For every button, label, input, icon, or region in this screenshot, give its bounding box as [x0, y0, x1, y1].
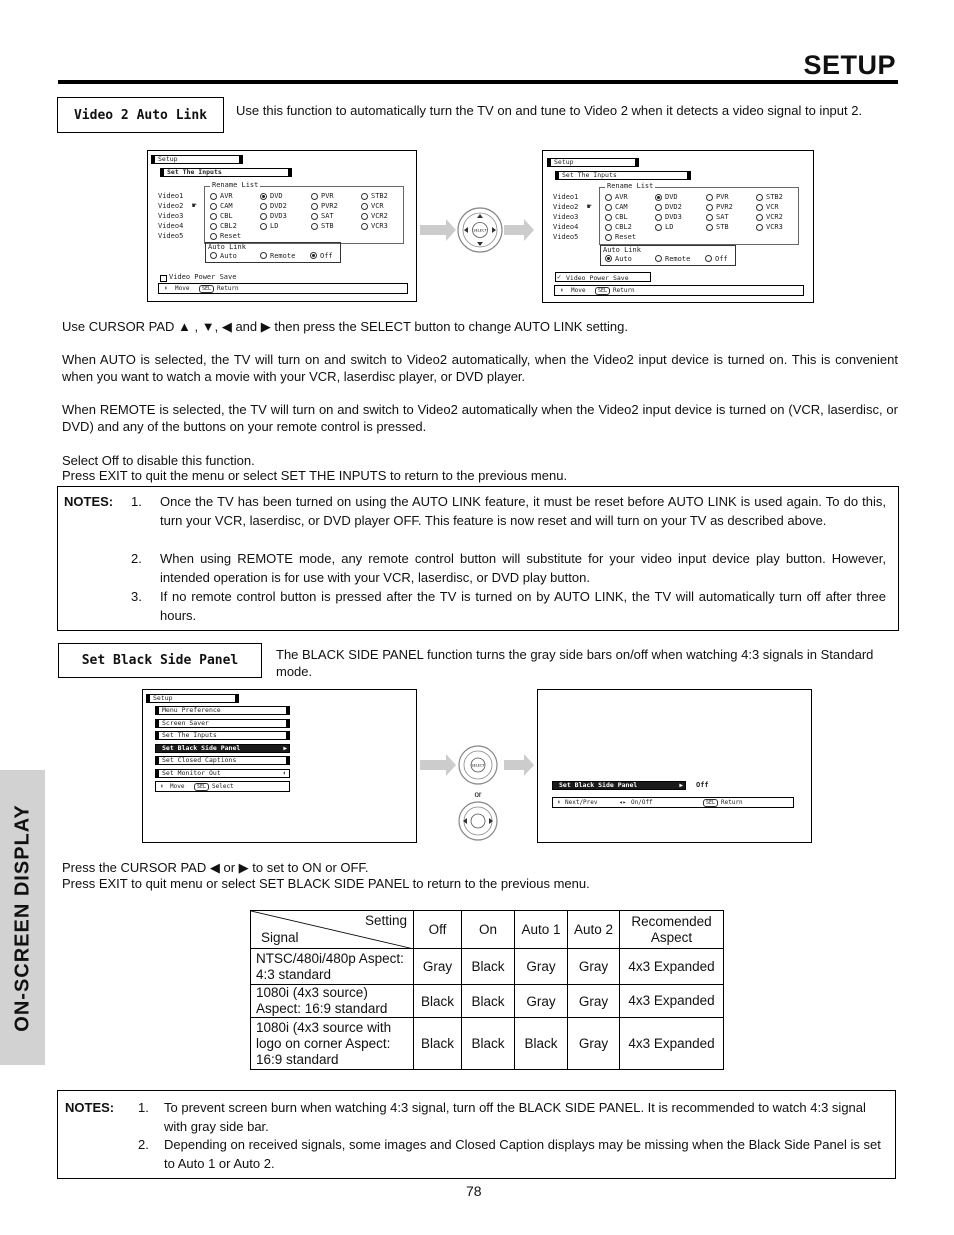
opt-reset-2: Reset	[615, 233, 637, 241]
notes-box	[57, 486, 899, 631]
opt-cam: CAM	[220, 202, 233, 210]
row1-auto1: Gray	[515, 949, 568, 985]
black-panel-instruction-1: Press the CURSOR PAD ◀ or ▶ to set to ON or OFF.	[62, 860, 369, 875]
opt-cbl: CBL	[220, 212, 233, 220]
opt-stb2-2: STB2	[766, 193, 783, 201]
notes2-1-text: To prevent screen burn when watching 4:3 signal, turn off the BLACK SIDE PANEL. It is recommended to watch 4:3 signal with gray side bar.	[164, 1100, 866, 1134]
input-video1-2: Video1	[553, 193, 579, 201]
row2-off: Black	[414, 985, 462, 1018]
header-on: On	[462, 911, 515, 949]
updown-icon-3: ⬍	[160, 783, 164, 790]
opt-vcr3-2: VCR3	[766, 223, 783, 231]
arrow-right-icon	[420, 219, 456, 241]
leftright-icon: ◂▸	[619, 799, 627, 806]
play-right-icon: ▶	[283, 745, 287, 752]
opt-dvd3-2: DVD3	[665, 213, 682, 221]
row2-on: Black	[462, 985, 515, 1018]
osd-next-prev: Next/Prev	[565, 799, 598, 806]
opt-dvd2-2: DVD2	[665, 203, 682, 211]
row3-on: Black	[462, 1018, 515, 1070]
row1-auto2: Gray	[568, 949, 620, 985]
sel-icon-4: SEL	[703, 799, 718, 807]
updown-icon: ⬍	[164, 285, 168, 292]
header-auto2: Auto 2	[568, 911, 620, 949]
input-video1: Video1	[158, 192, 184, 200]
auto-link-off-2: Off	[715, 255, 728, 263]
row3-off: Black	[414, 1018, 462, 1070]
signal-table	[250, 910, 724, 1070]
footer-return: Return	[217, 285, 239, 292]
cursor-pad-diagram	[418, 205, 538, 255]
opt-stb: STB	[321, 222, 334, 230]
black-panel-instruction-2: Press EXIT to quit menu or select SET BLACK SIDE PANEL to return to the previous menu.	[62, 876, 590, 891]
auto-link-off: Off	[320, 252, 333, 260]
sel-icon-3: SEL	[194, 783, 209, 791]
arrow-right-icon-2	[504, 219, 534, 241]
updown-icon-2: ⬍	[560, 287, 564, 294]
opt-sat-2: SAT	[716, 213, 729, 221]
menu-setup-title: Setup	[158, 155, 178, 163]
header-recommended: Recomended Aspect	[620, 911, 724, 949]
opt-vcr: VCR	[371, 202, 384, 210]
side-tab-label: ON-SCREEN DISPLAY	[11, 803, 33, 1032]
opt-stb-2: STB	[716, 223, 729, 231]
sel-icon-2: SEL	[595, 287, 610, 295]
menu-item-closed-captions: Set Closed Captions	[162, 756, 237, 764]
notes-box-2	[57, 1090, 896, 1179]
header-auto1: Auto 1	[515, 911, 568, 949]
video2-auto-link-label: Video 2 Auto Link	[57, 97, 224, 133]
black-side-panel-label: Set Black Side Panel	[58, 643, 262, 678]
page-number: 78	[466, 1183, 482, 1199]
osd-return: Return	[721, 799, 743, 806]
black-panel-description: The BLACK SIDE PANEL function turns the gray side bars on/off when watching 4:3 signals in Standard mode.	[276, 647, 874, 679]
menu-item-black-side-panel: Set Black Side Panel	[162, 744, 241, 752]
opt-pvr2: PVR2	[321, 202, 338, 210]
opt-vcr3: VCR3	[371, 222, 388, 230]
input-video5-2: Video5	[553, 233, 579, 241]
auto-link-label-2: Auto Link	[603, 246, 641, 254]
menu-item-monitor-out: Set Monitor Out	[162, 769, 221, 777]
input-video3: Video3	[158, 212, 184, 220]
corner-signal: Signal	[261, 930, 299, 945]
table-row	[251, 949, 724, 985]
osd-on-off: On/Off	[631, 799, 653, 806]
note-3-text: If no remote control button is pressed after the TV is turned on by AUTO LINK, the TV will automatically turn off after three hours.	[160, 589, 886, 623]
notes2-2-text: Depending on received signals, some images and Closed Caption displays may be missing when the Black Side Panel is set to Auto 1 or Auto 2.	[164, 1137, 881, 1171]
opt-ld-2: LD	[665, 223, 674, 231]
opt-pvr2-2: PVR2	[716, 203, 733, 211]
opt-cbl2: CBL2	[220, 222, 237, 230]
setup-footer-select: Select	[212, 783, 234, 790]
note-1-text: Once the TV has been turned on using the AUTO LINK feature, it must be reset before AUTO LINK is used again. To do this, turn your VCR, laserdisc, or DVD player OFF. This feature is now reset and will turn on your TV as described above.	[160, 494, 886, 528]
notes2-1-num: 1.	[138, 1100, 149, 1115]
notes-label: NOTES:	[64, 494, 114, 509]
opt-avr: AVR	[220, 192, 233, 200]
note-2-num: 2.	[131, 551, 142, 566]
note-2-text: When using REMOTE mode, any remote control button will substitute for your video input device play button. However, intended operation is for use with your VCR, laserdisc, or DVD play button.	[160, 551, 886, 585]
row1-on: Black	[462, 949, 515, 985]
cursor-pad-diagram-2	[418, 742, 538, 842]
auto-link-label: Auto Link	[208, 243, 246, 251]
footer-move: Move	[175, 285, 190, 292]
menu-set-inputs: Set The Inputs	[167, 168, 222, 176]
menu-set-inputs-2: Set The Inputs	[562, 171, 617, 179]
rename-list-label-2: Rename List	[607, 182, 654, 190]
table-corner-cell	[251, 911, 414, 949]
menu-item-screen-saver: Screen Saver	[162, 719, 209, 727]
svg-text:SELECT: SELECT	[473, 228, 487, 233]
updown-icon-4: ⬍	[557, 799, 561, 806]
video-power-save-label: Video Power Save	[169, 273, 237, 281]
row2-signal: 1080i (4x3 source) Aspect: 16:9 standard	[251, 985, 414, 1018]
footer-move-2: Move	[571, 287, 586, 294]
opt-cbl2-2: CBL2	[615, 223, 632, 231]
row1-off: Gray	[414, 949, 462, 985]
instruction-remote: When REMOTE is selected, the TV will turn on and switch to Video2 automatically when the Video2 input device is turned on (VCR, laserdisc, or DVD) and any of the buttons on your remote control is pressed.	[62, 402, 898, 434]
opt-pvr-2: PVR	[716, 193, 729, 201]
opt-avr-2: AVR	[615, 193, 628, 201]
note-3-num: 3.	[131, 589, 142, 604]
menu-item-preference: Menu Preference	[162, 706, 221, 714]
svg-text:or: or	[474, 790, 482, 799]
opt-stb2: STB2	[371, 192, 388, 200]
opt-vcr2-2: VCR2	[766, 213, 783, 221]
row3-auto1: Black	[515, 1018, 568, 1070]
opt-dvd3: DVD3	[270, 212, 287, 220]
corner-setting: Setting	[364, 913, 407, 928]
auto-link-auto-2: Auto	[615, 255, 632, 263]
row3-signal: 1080i (4x3 source with logo on corner Aspect: 16:9 standard	[251, 1018, 414, 1070]
note-1-num: 1.	[131, 494, 142, 509]
instruction-cursor: Use CURSOR PAD ▲ , ▼, ◀ and ▶ then press the SELECT button to change AUTO LINK setting.	[62, 319, 628, 334]
setup-footer-move: Move	[170, 783, 185, 790]
auto-link-screen-after	[542, 150, 814, 303]
pointer-icon: ☛	[192, 201, 197, 210]
row1-signal: NTSC/480i/480p Aspect: 4:3 standard	[251, 949, 414, 985]
input-video4-2: Video4	[553, 223, 579, 231]
instruction-off: Select Off to disable this function.	[62, 453, 255, 468]
play-right-icon-2: ▶	[679, 782, 683, 789]
video-power-save-label-2: Video Power Save	[566, 274, 629, 282]
pointer-icon-2: ☛	[587, 202, 592, 211]
opt-dvd-2: DVD	[665, 193, 678, 201]
opt-vcr-2: VCR	[766, 203, 779, 211]
title-divider	[58, 80, 898, 84]
notes2-label: NOTES:	[65, 1100, 115, 1115]
opt-vcr2: VCR2	[371, 212, 388, 220]
row2-auto2: Gray	[568, 985, 620, 1018]
row3-aspect: 4x3 Expanded	[620, 1018, 724, 1070]
video2-description: Use this function to automatically turn the TV on and tune to Video 2 when it detects a video signal to input 2.	[236, 103, 863, 118]
menu-item-set-inputs: Set The Inputs	[162, 731, 217, 739]
scroll-icon: ⬍	[282, 770, 286, 777]
row2-aspect: 4x3 Expanded	[620, 985, 724, 1018]
auto-link-auto: Auto	[220, 252, 237, 260]
opt-cbl-2: CBL	[615, 213, 628, 221]
instruction-exit: Press EXIT to quit the menu or select SET THE INPUTS to return to the previous menu.	[62, 468, 568, 483]
notes2-2-num: 2.	[138, 1137, 149, 1152]
opt-ld: LD	[270, 222, 279, 230]
table-row	[251, 985, 724, 1018]
opt-dvd: DVD	[270, 192, 283, 200]
auto-link-screen-before	[147, 150, 417, 302]
opt-sat: SAT	[321, 212, 334, 220]
page-title: SETUP	[803, 50, 896, 80]
input-video4: Video4	[158, 222, 184, 230]
input-video2-2: Video2	[553, 203, 579, 211]
row2-auto1: Gray	[515, 985, 568, 1018]
osd-black-panel-label: Set Black Side Panel	[559, 781, 638, 789]
opt-reset: Reset	[220, 232, 242, 240]
opt-cam-2: CAM	[615, 203, 628, 211]
black-panel-osd-screen	[537, 689, 812, 843]
svg-text:SELECT: SELECT	[471, 763, 485, 768]
rename-list-label: Rename List	[212, 181, 259, 189]
sel-icon: SEL	[199, 285, 214, 293]
input-video5: Video5	[158, 232, 184, 240]
menu-setup-title-2: Setup	[554, 158, 574, 166]
row3-auto2: Gray	[568, 1018, 620, 1070]
header-off: Off	[414, 911, 462, 949]
auto-link-remote-2: Remote	[665, 255, 691, 263]
power-save-checkbox	[160, 275, 167, 282]
input-video2: Video2	[158, 202, 184, 210]
opt-pvr: PVR	[321, 192, 334, 200]
setup-menu-title: Setup	[153, 694, 173, 702]
table-row	[251, 1018, 724, 1070]
osd-value: Off	[696, 781, 709, 789]
setup-menu-screen	[142, 689, 417, 843]
section-side-tab	[0, 770, 45, 1065]
auto-link-remote: Remote	[270, 252, 296, 260]
input-video3-2: Video3	[553, 213, 579, 221]
opt-dvd2: DVD2	[270, 202, 287, 210]
row1-aspect: 4x3 Expanded	[620, 949, 724, 985]
instruction-auto: When AUTO is selected, the TV will turn on and switch to Video2 automatically, when the Video2 input device is turned on. This is convenient when you want to watch a movie with your VCR, laserdisc player, or DVD player.	[62, 352, 898, 384]
check-icon: ✓	[557, 273, 562, 281]
footer-return-2: Return	[613, 287, 635, 294]
